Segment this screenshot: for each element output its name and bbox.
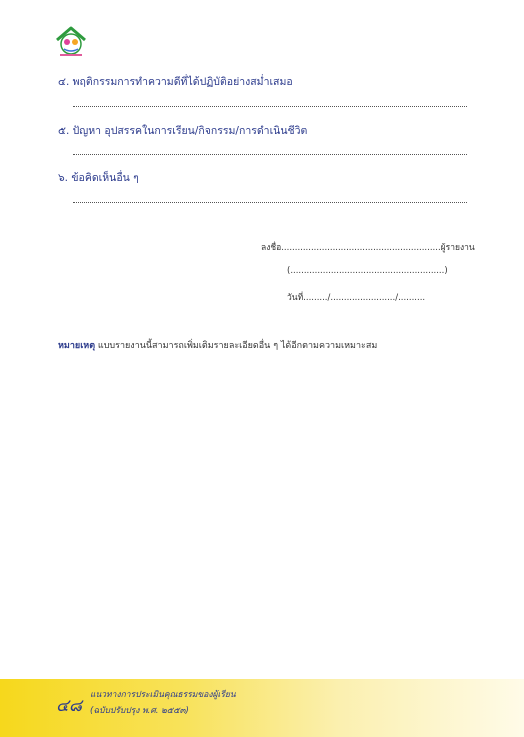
name-line: (.........................................................) bbox=[287, 266, 448, 276]
section-heading-5: ๕. ปัญหา อุปสรรคในการเรียน/กิจกรรม/การดำเนินชีวิต bbox=[58, 125, 308, 137]
logo-icon bbox=[54, 24, 88, 58]
signature-line: ลงชื่อ...........................................................ผู้รายงาน bbox=[261, 243, 475, 253]
answer-line-5 bbox=[73, 154, 467, 155]
answer-line-6 bbox=[73, 202, 467, 203]
note bbox=[58, 338, 377, 352]
date-line: วันที่........./......................../.......... bbox=[287, 293, 426, 303]
section-heading-6: ๖. ข้อคิดเห็นอื่น ๆ bbox=[58, 172, 139, 184]
answer-line-4 bbox=[73, 106, 467, 107]
note-text: แบบรายงานนี้สามารถเพิ่มเติมรายละเอียดอื่น ๆ ได้อีกตามความเหมาะสม bbox=[95, 341, 378, 351]
section-heading-4: ๔. พฤติกรรมการทำความดีที่ได้ปฏิบัติอย่างสม่ำเสมอ bbox=[58, 76, 293, 88]
note-label: หมายเหตุ bbox=[58, 341, 96, 351]
footer-subtitle: (ฉบับปรับปรุง พ.ศ. ๒๕๕๓) bbox=[90, 706, 189, 716]
page-number: ๔๘ bbox=[56, 696, 82, 716]
footer-title: แนวทางการประเมินคุณธรรมของผู้เรียน bbox=[90, 690, 236, 700]
